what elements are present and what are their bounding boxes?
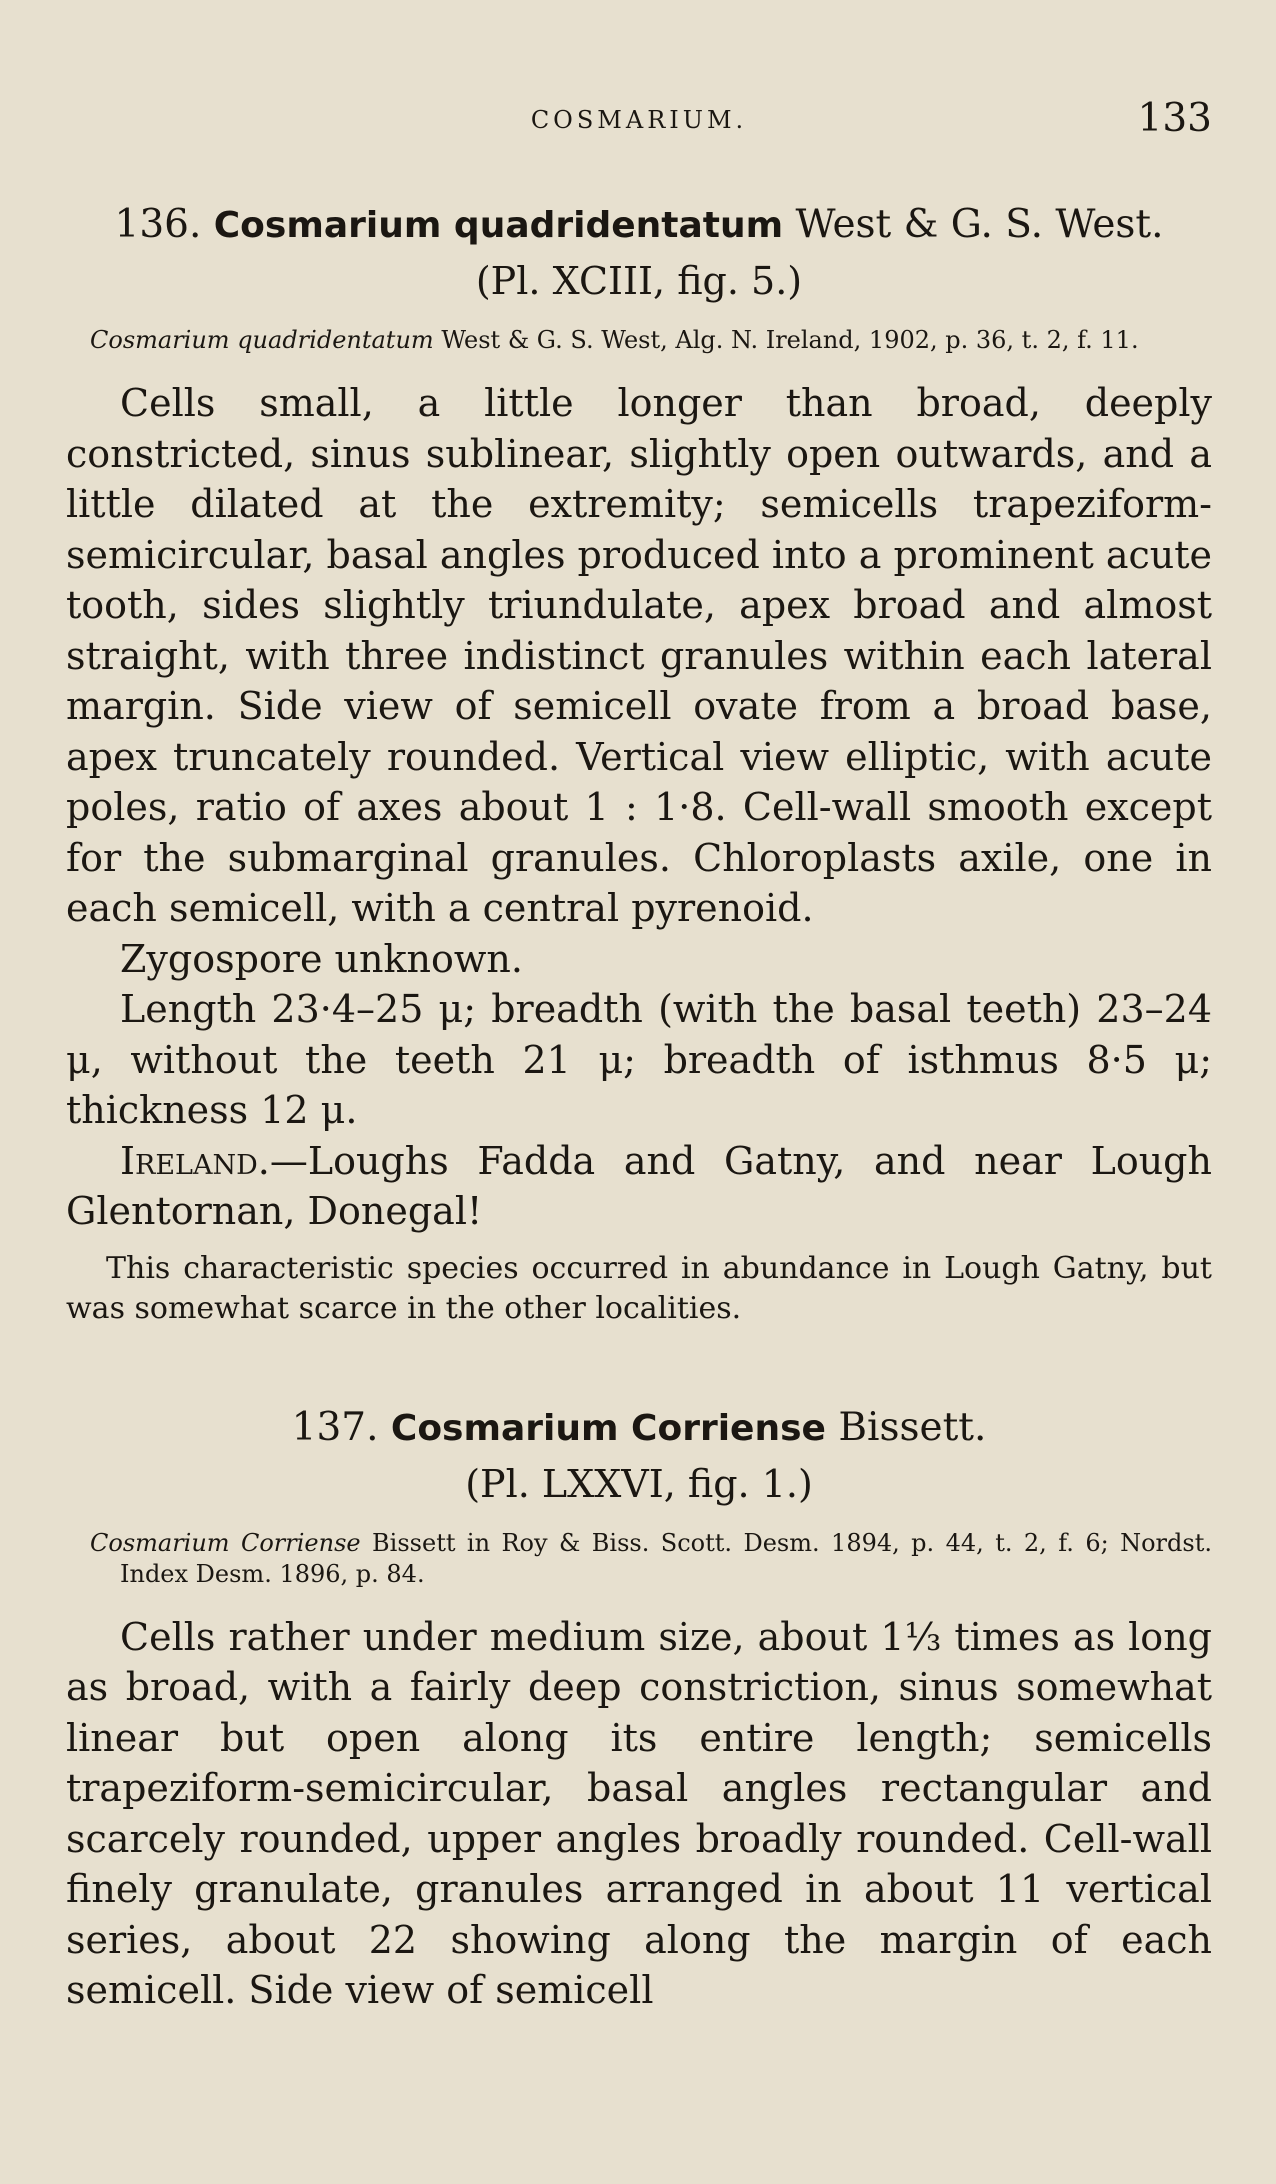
species-number: 136. xyxy=(114,202,202,247)
species-name: Cosmarium quadridentatum xyxy=(213,205,784,246)
running-head xyxy=(66,96,1212,156)
reference-text: West & G. S. West, Alg. N. Ireland, 1902, p. 36, t. 2, f. 11. xyxy=(441,326,1139,354)
species-authority: West & G. S. West. xyxy=(795,202,1164,247)
bibliographic-reference xyxy=(66,325,1212,356)
locality-paragraph xyxy=(66,1136,1212,1237)
locality-region: Ireland. xyxy=(120,1138,270,1183)
reference-text: Bissett in Roy & Biss. Scott. Desm. 1894, p. 44, t. 2, f. 6; Nordst. Index Desm. 1896, p. 84. xyxy=(120,1528,1212,1588)
species-number: 137. xyxy=(291,1404,379,1450)
book-page xyxy=(66,96,1212,2016)
bibliographic-reference xyxy=(66,1528,1212,1590)
note-paragraph: This characteristic species occurred in abundance in Lough Gatny, but was somewhat scarce in the other localities. xyxy=(66,1250,1212,1326)
species-heading xyxy=(66,1403,1212,1454)
species-name: Cosmarium Corriense xyxy=(390,1407,826,1449)
locality-text: —Loughs Fadda and Gatny, and near Lough Glentornan, Donegal! xyxy=(66,1138,1212,1233)
zygospore-paragraph: Zygospore unknown. xyxy=(120,936,523,981)
reference-name: Cosmarium quadridentatum xyxy=(90,326,434,354)
description-paragraph: Cells rather under medium size, about 1⅓ times as long as broad, with a fairly deep constriction, sinus somewhat linear but open along its entire length; semicells trapeziform-semicircular, basal angles rectangular and scarcely rounded, upper angles broadly rounded. Cell-wall finely granulate, granules arranged in about 11 vertical series, about 22 showing along the margin of each semicell. Side view of semicell xyxy=(66,1614,1212,2012)
plate-reference: (Pl. XCIII, fig. 5.) xyxy=(475,259,803,303)
reference-name: Cosmarium Corriense xyxy=(90,1528,361,1557)
description-paragraph: Cells small, a little longer than broad, deeply constricted, sinus sublinear, slightly open outwards, and a little dilated at the extremity; semicells trapeziform-semicircular, basal angles produced into a prominent acute tooth, sides slightly triundulate, apex broad and almost straight, with three indistinct granules within each lateral margin. Side view of semicell ovate from a broad base, apex truncately rounded. Vertical view elliptic, with acute poles, ratio of axes about 1 : 1·8. Cell-wall smooth except for the submarginal granules. Chloroplasts axile, one in each semicell, with a central pyrenoid. xyxy=(66,381,1212,930)
species-entry-137 xyxy=(66,1403,1212,2016)
running-title: COSMARIUM. xyxy=(530,106,748,134)
plate-reference: (Pl. LXXVI, fig. 1.) xyxy=(465,1461,813,1506)
dimensions-paragraph: Length 23·4–25 μ; breadth (with the basal teeth) 23–24 μ, without the teeth 21 μ; breadth of isthmus 8·5 μ; thickness 12 μ. xyxy=(66,987,1212,1132)
page-number: 133 xyxy=(1137,96,1212,141)
species-authority: Bissett. xyxy=(838,1404,987,1450)
species-heading xyxy=(66,200,1212,251)
species-entry-136 xyxy=(66,200,1212,1329)
